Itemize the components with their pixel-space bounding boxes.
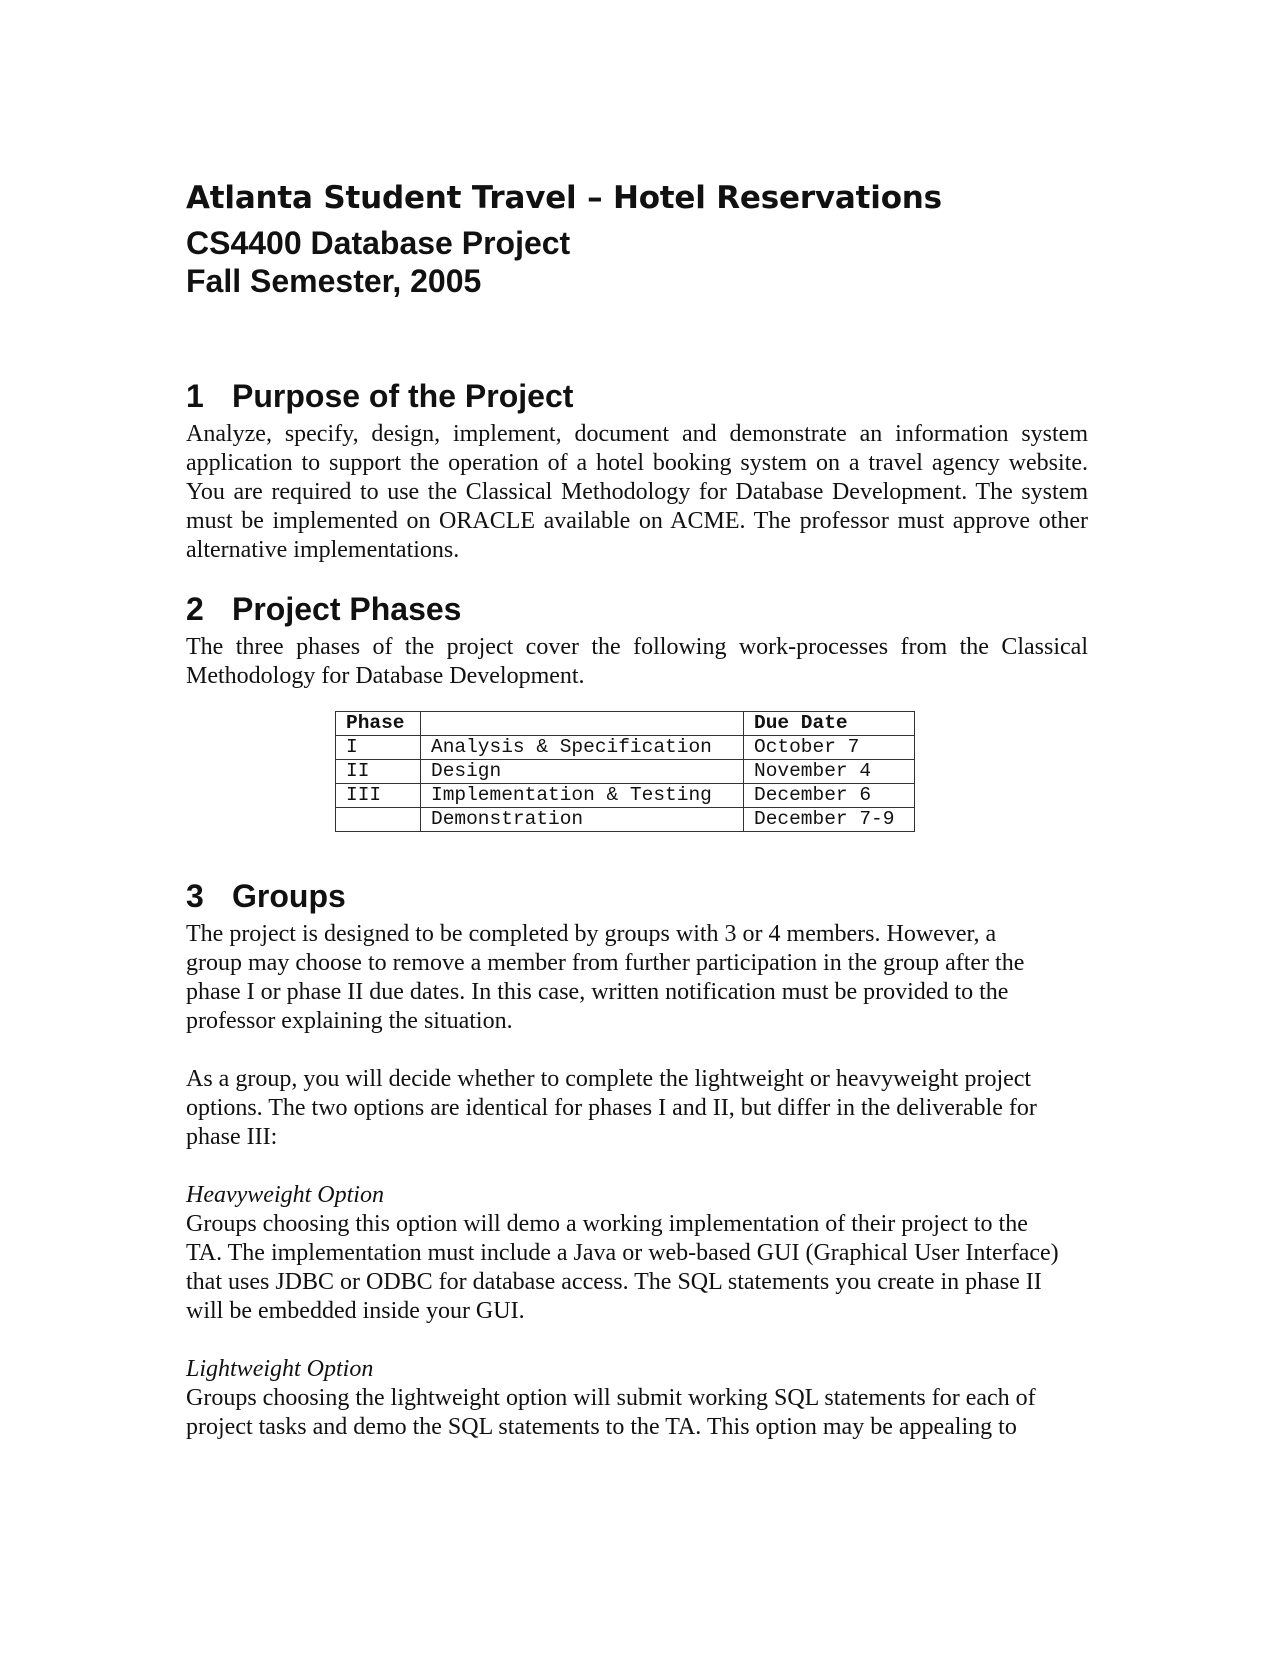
document-title: Atlanta Student Travel – Hotel Reservations — [186, 180, 942, 216]
section-title: Project Phases — [232, 591, 462, 627]
table-cell: II — [336, 760, 421, 784]
table-cell: October 7 — [744, 736, 915, 760]
phases-table — [335, 711, 915, 832]
section-number: 1 — [186, 378, 204, 414]
document-page — [186, 178, 1088, 1442]
section-number: 2 — [186, 591, 204, 627]
table-cell: Analysis & Specification — [421, 736, 744, 760]
column-header: Phase — [336, 712, 421, 736]
table-row — [336, 760, 915, 784]
section-title: Groups — [232, 878, 346, 914]
options-paragraph: As a group, you will decide whether to complete the lightweight or heavyweight project options. The two options are identical for phases I and II, but differ in the deliverable for phase III: — [186, 1066, 1037, 1150]
lightweight-option-label: Lightweight Option — [186, 1356, 374, 1382]
column-header: Due Date — [744, 712, 915, 736]
section-heading-groups — [186, 876, 1088, 916]
section-heading-phases — [186, 589, 1088, 629]
table-row — [336, 784, 915, 808]
section-title: Purpose of the Project — [232, 378, 574, 414]
section-heading-purpose — [186, 376, 1088, 416]
table-row — [336, 736, 915, 760]
semester: Fall Semester, 2005 — [186, 263, 482, 299]
table-cell: December 7-9 — [744, 808, 915, 832]
table-row — [336, 808, 915, 832]
table-cell: III — [336, 784, 421, 808]
table-cell — [336, 808, 421, 832]
table-cell: December 6 — [744, 784, 915, 808]
table-cell: Design — [421, 760, 744, 784]
heavyweight-option-paragraph: Groups choosing this option will demo a working implementation of their project to the TA. The implementation must include a Java or web-based GUI (Graphical User Interface) that uses JDBC or ODBC for database access. The SQL statements you create in phase II will be embedded inside your GUI. — [186, 1211, 1059, 1324]
table-cell: November 4 — [744, 760, 915, 784]
table-cell: I — [336, 736, 421, 760]
course-name: CS4400 Database Project — [186, 225, 571, 261]
lightweight-option-paragraph: Groups choosing the lightweight option will submit working SQL statements for each of project tasks and demo the SQL statements to the TA. This option may be appealing to — [186, 1385, 1036, 1440]
heavyweight-option-label: Heavyweight Option — [186, 1182, 384, 1208]
column-header — [421, 712, 744, 736]
table-cell: Demonstration — [421, 808, 744, 832]
table-cell: Implementation & Testing — [421, 784, 744, 808]
groups-paragraph: The project is designed to be completed by groups with 3 or 4 members. However, a group may choose to remove a member from further participation in the group after the phase I or phase II due dates. In this case, written notification must be provided to the professor explaining the situation. — [186, 921, 1025, 1034]
table-header-row — [336, 712, 915, 736]
section-number: 3 — [186, 878, 204, 914]
phases-paragraph: The three phases of the project cover the following work-processes from the Classical Methodology for Database Development. — [186, 634, 1088, 689]
purpose-paragraph: Analyze, specify, design, implement, document and demonstrate an information system application to support the operation of a hotel booking system on a travel agency website. You are required to use the Classical Methodology for Database Development. The system must be implemented on ORACLE available on ACME. The professor must approve other alternative implementations. — [186, 421, 1088, 563]
